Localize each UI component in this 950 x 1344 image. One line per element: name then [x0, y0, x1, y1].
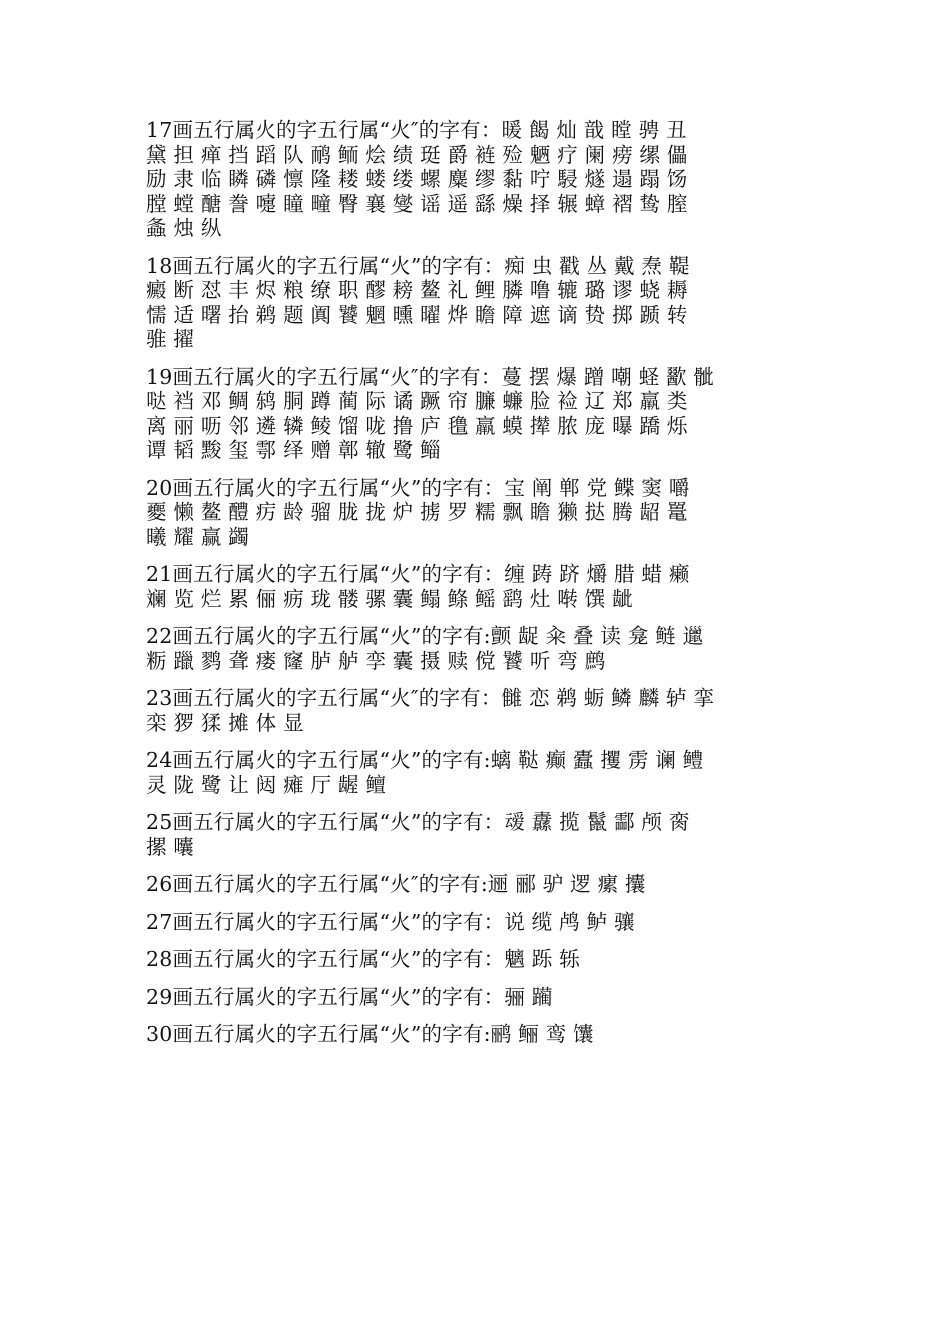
stroke-count-paragraph	[146, 118, 806, 241]
paragraph-line: 25画五行属火的字五行属“火”的字有：叆 纛 揽 鬣 酃 颅 脔	[146, 810, 690, 834]
stroke-count-paragraph	[146, 947, 806, 972]
paragraph-line: 26画五行属火的字五行属“火″的字有:逦 郦 驴 逻 瘰 攮	[146, 872, 646, 896]
paragraph-line: 励 隶 临 瞵 磷 懔 隆 耧 蝼 缕 螺 麋 缪 黏 咛 駸 燧 遢 蹋 饧	[146, 167, 688, 191]
paragraph-line: 22画五行属火的字五行属“火”的字有:颤 龊 籴 叠 读 龛 鲢 邋	[146, 624, 704, 648]
paragraph-line: 曦 耀 赢 蠲	[146, 524, 249, 549]
stroke-count-paragraph	[146, 1022, 806, 1047]
paragraph-line: 21画五行属火的字五行属“火”的字有：缠 踌 跻 爝 腊 蜡 癞	[146, 562, 690, 586]
stroke-count-paragraph	[146, 624, 806, 673]
paragraph-line: 24画五行属火的字五行属“火”的字有:螭 鞑 癫 蠹 攫 雳 谰 鳢	[146, 748, 704, 772]
paragraph-line: 28画五行属火的字五行属“火”的字有：魑 跞 轹	[146, 947, 580, 971]
paragraph-line: 29画五行属火的字五行属“火”的字有：骊 躏	[146, 984, 553, 1009]
stroke-count-paragraph	[146, 748, 806, 797]
stroke-count-paragraph	[146, 910, 806, 935]
stroke-count-paragraph	[146, 810, 806, 859]
paragraph-line: 摞 囔	[146, 834, 195, 859]
document-page	[146, 118, 806, 1060]
paragraph-line: 粝 躐 鹨 聋 瘘 窿 胪 舻 孪 囊 摄 赎 傥 饕 听 弯 鹧	[146, 648, 606, 673]
paragraph-line: 懦 适 曙 抬 鹈 题 阗 饕 魍 曛 曜 烨 瞻 障 遮 谪 贽 掷 踬 转	[146, 302, 688, 327]
paragraph-line: 谭 韬 黢 玺 鄠 绎 赠 鄣 辙 鹭 鲻	[146, 438, 441, 462]
paragraph-line: 黛 担 瘅 挡 蹈 队 鸸 鲕 烩 绩 珽 爵 裢 殓 魉 疗 阑 痨 缧 儡	[146, 142, 688, 167]
paragraph-line: 膛 螳 醣 誊 嚏 瞳 疃 臀 襄 燮 谣 遥 繇 燥 择 辗 蟑 褶 鸷 膣	[146, 191, 688, 216]
paragraph-line: 30画五行属火的字五行属“火”的字有:鹂 鲡 鸾 馕	[146, 1022, 594, 1046]
paragraph-line: 灵 陇 鹭 让 闼 瘫 厅 龌 鳣	[146, 772, 387, 797]
paragraph-line: 螽 烛 纵	[146, 216, 222, 240]
paragraph-line: 18画五行属火的字五行属“火”的字有：痴 虫 戳 丛 戴 焘 鞮	[146, 253, 690, 278]
paragraph-line: 骓 擢	[146, 327, 195, 351]
paragraph-line: 离 丽 呖 邻 遴 辚 鲮 馏 咙 撸 庐 氇 羸 蟆 撵 脓 庞 曝 蹻 烁	[146, 413, 688, 438]
paragraph-line: 17画五行属火的字五行属“火″的字有：暖 餲 灿 戠 瞠 骋 丑	[146, 118, 687, 142]
stroke-count-paragraph	[146, 985, 806, 1010]
paragraph-line: 23画五行属火的字五行属“火″的字有：雠 恋 鹈 蛎 鳞 麟 轳 挛	[146, 686, 715, 710]
paragraph-line: 19画五行属火的字五行属“火″的字有：蔓 摆 爆 蹭 嘲 蛏 歠 骴	[146, 364, 715, 389]
paragraph-line: 癜 断 怼 丰 烬 粮 缭 职 醪 耪 鳌 礼 鲤 膦 噜 辘 璐 谬 蛲 耨	[146, 278, 688, 302]
paragraph-line: 20画五行属火的字五行属“火”的字有：宝 阐 郸 党 鲽 窦 嚼	[146, 475, 690, 500]
stroke-count-paragraph	[146, 476, 806, 550]
stroke-count-paragraph	[146, 365, 806, 463]
paragraph-line: 夒 懒 鳌 醴 疠 龄 骝 胧 拢 炉 掳 罗 糯 飘 瞻 獭 挞 腾 龆 鼍	[146, 500, 688, 524]
stroke-count-paragraph	[146, 562, 806, 611]
paragraph-line: 斓 览 烂 累 俪 疬 珑 髅 骡 囊 鳎 鲦 鳐 鹞 灶 啭 馔 龇	[146, 586, 633, 611]
stroke-count-paragraph	[146, 254, 806, 352]
paragraph-line: 27画五行属火的字五行属“火”的字有：说 缆 鸬 鲈 骧	[146, 909, 635, 934]
paragraph-line: 栾 猡 猱 摊 体 显	[146, 710, 304, 735]
stroke-count-paragraph	[146, 872, 806, 897]
stroke-count-paragraph	[146, 686, 806, 735]
paragraph-line: 哒 裆 邓 鲷 鸫 胴 蹲 蔺 际 谲 蹶 帘 臁 蠊 脸 裣 辽 郑 羸 类	[146, 389, 688, 413]
